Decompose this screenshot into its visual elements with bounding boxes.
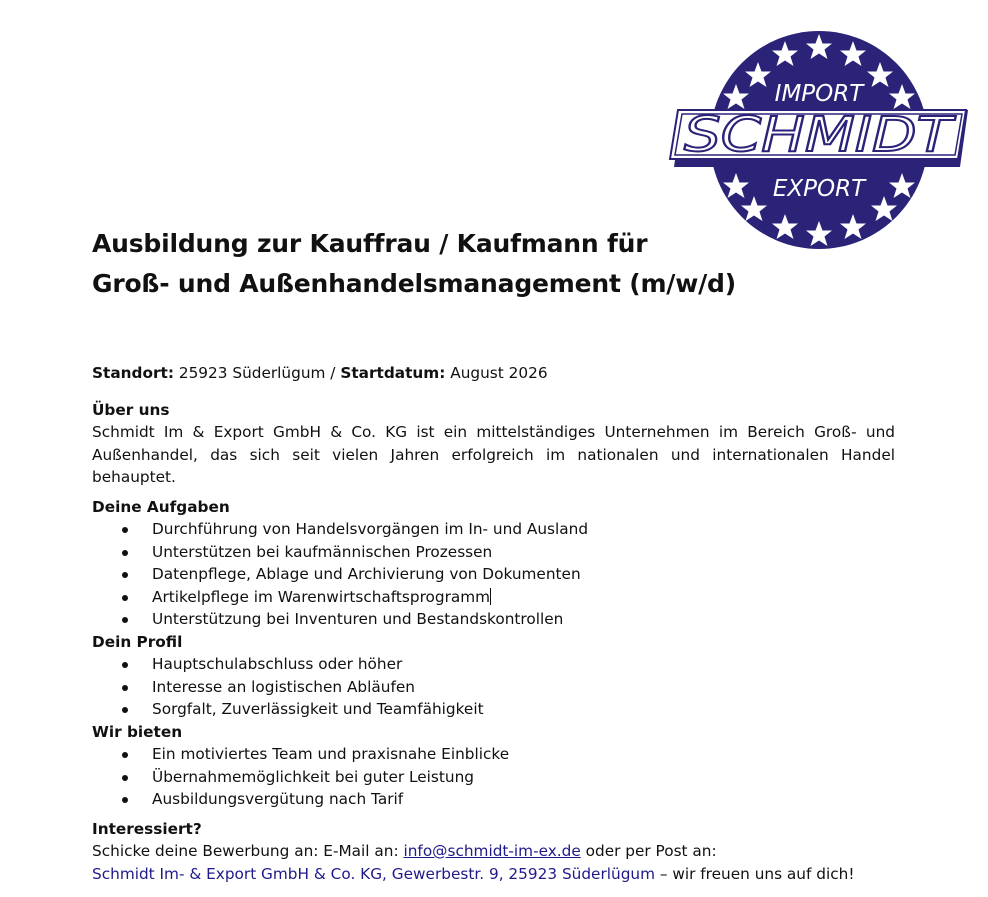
profile-list (92, 653, 895, 721)
list-item: Datenpflege, Ablage und Archivierung von Dokumenten (92, 563, 895, 586)
offer-list (92, 743, 895, 811)
title-line-1: Ausbildung zur Kauffrau / Kaufmann für (92, 229, 648, 258)
logo-import-text: IMPORT (774, 81, 864, 107)
email-link[interactable]: info@schmidt-im-ex.de (403, 842, 581, 860)
list-item: Unterstützung bei Inventuren und Bestandskontrollen (92, 608, 895, 631)
about-heading: Über uns (92, 400, 170, 419)
page-title (92, 224, 736, 304)
logo-schmidt-text: SCHMIDT (684, 107, 957, 163)
about-text: Schmidt Im & Export GmbH & Co. KG ist ein mittelständiges Unternehmen im Bereich Groß- und Außenhandel, das sich seit vielen Jahren erfolgreich im nationalen und internationalen Handel behauptet. (92, 423, 895, 486)
closing-text: – wir freuen uns auf dich! (655, 864, 855, 883)
list-item: Hauptschulabschluss oder höher (92, 653, 895, 676)
start-date-value: August 2026 (445, 364, 548, 382)
logo-export-text: EXPORT (772, 176, 866, 202)
start-date-label: Startdatum: (340, 364, 446, 382)
contact-intro: Schicke deine Bewerbung an: E-Mail an: (92, 842, 404, 860)
contact-heading: Interessiert? (92, 819, 202, 838)
address-line (92, 863, 895, 886)
tasks-list (92, 518, 895, 631)
tasks-heading: Deine Aufgaben (92, 497, 230, 516)
list-item: Sorgfalt, Zuverlässigkeit und Teamfähigkeit (92, 698, 895, 721)
company-logo (668, 31, 972, 249)
list-item: Unterstützen bei kaufmännischen Prozessen (92, 541, 895, 564)
contact-post-text: oder per Post an: (580, 842, 717, 860)
list-item[interactable]: Artikelpflege im Warenwirtschaftsprogramm (92, 586, 895, 609)
document-body (92, 362, 895, 885)
profile-heading: Dein Profil (92, 632, 183, 651)
list-item: Ein motiviertes Team und praxisnahe Einblicke (92, 743, 895, 766)
text-cursor (490, 588, 491, 605)
list-item: Durchführung von Handelsvorgängen im In- und Ausland (92, 518, 895, 541)
postal-address: Schmidt Im- & Export GmbH & Co. KG, Gewerbestr. 9, 25923 Süderlügum (92, 864, 656, 883)
list-item: Übernahmemöglichkeit bei guter Leistung (92, 766, 895, 789)
list-item: Ausbildungsvergütung nach Tarif (92, 788, 895, 811)
offer-heading: Wir bieten (92, 722, 183, 741)
title-line-2: Groß- und Außenhandelsmanagement (m/w/d) (92, 269, 736, 298)
contact-line (92, 840, 895, 863)
location-label: Standort: (92, 364, 174, 382)
location-value: 25923 Süderlügum / (173, 364, 341, 382)
job-meta (92, 362, 895, 385)
list-item: Interesse an logistischen Abläufen (92, 676, 895, 699)
